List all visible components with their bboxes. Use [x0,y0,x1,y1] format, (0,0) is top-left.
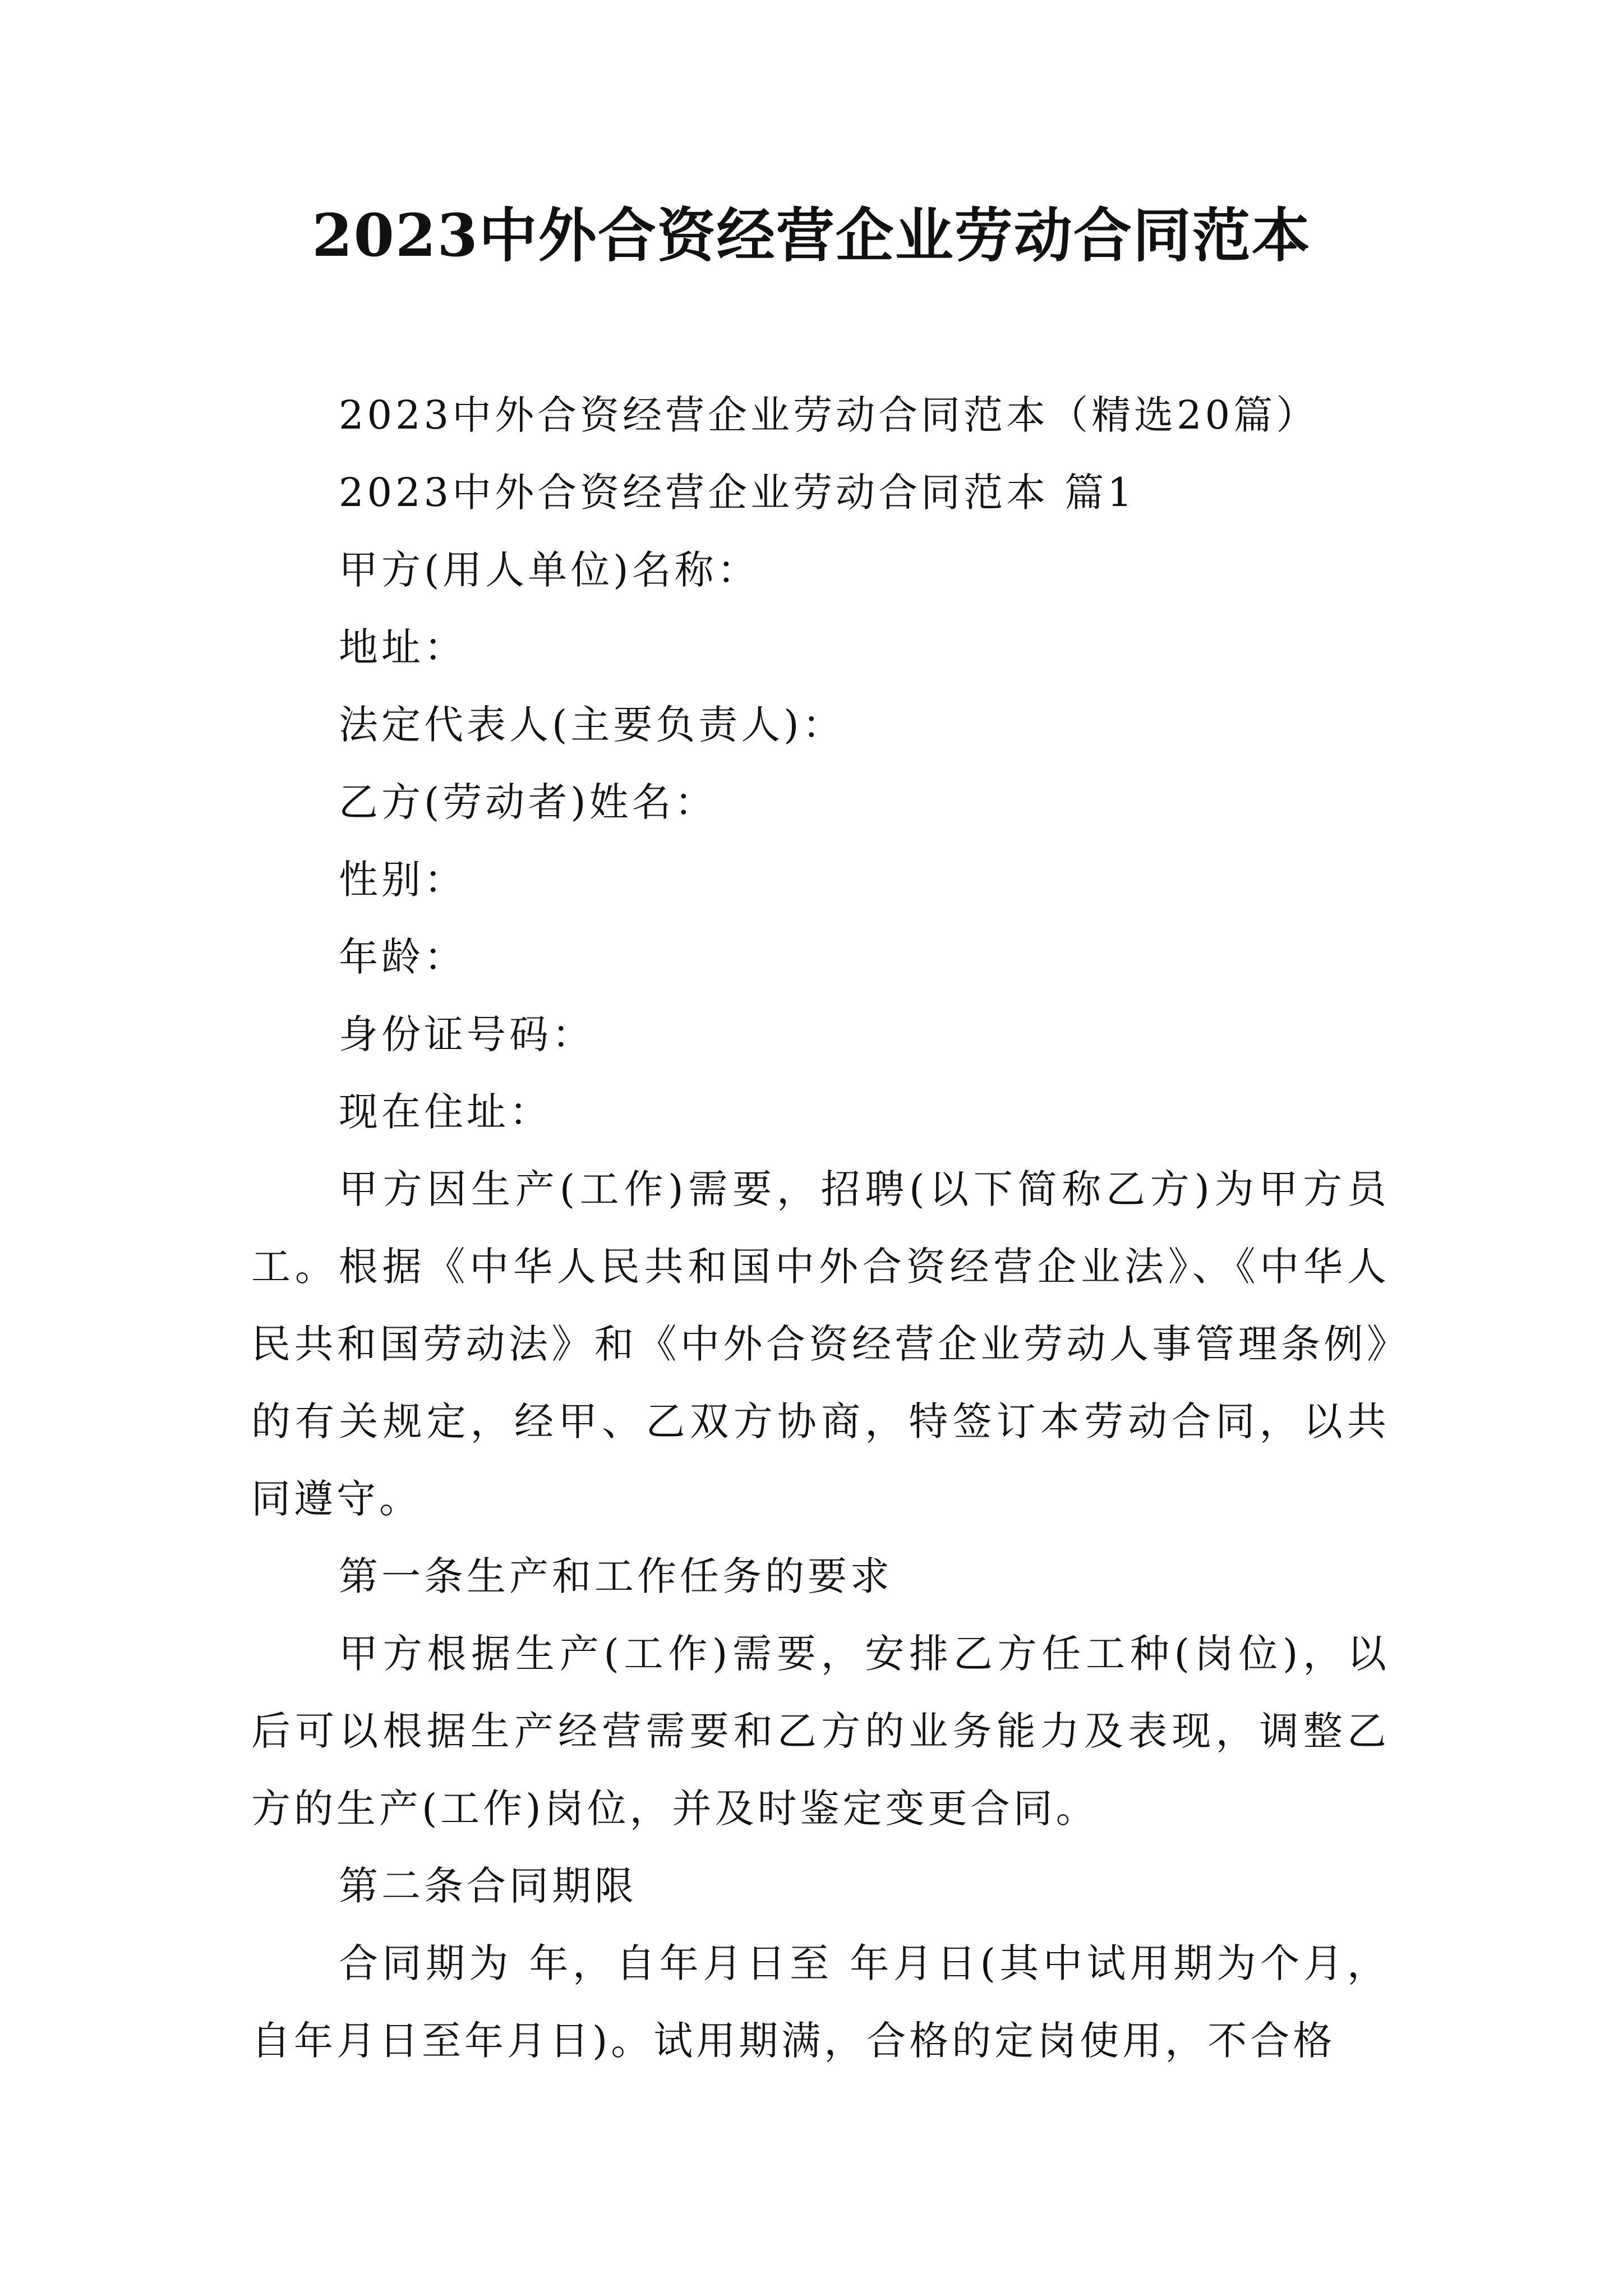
field-current-address: 现在住址： [339,1089,552,1135]
field-id-number: 身份证号码： [339,1011,594,1057]
field-gender: 性别： [339,857,467,903]
field-legal-representative: 法定代表人(主要负责人)： [339,702,845,748]
article-2-heading: 第二条合同期限 [339,1863,637,1909]
article-1-heading: 第一条生产和工作任务的要求 [339,1553,893,1599]
field-address: 地址： [339,624,467,670]
paragraph-article-2: 合同期为 年，自年月日至 年月日(其中试用期为个月，自年月日至年月日)。试用期满，合格的定岗使用，不合格 [251,1940,1390,2064]
section-heading: 2023中外合资经营企业劳动合同范本 篇1 [339,470,1136,516]
paragraph-preamble: 甲方因生产(工作)需要，招聘(以下简称乙方)为甲方员工。根据《中华人民共和国中外合资经营企业法》、《中华人民共和国劳动法》和《中外合资经营企业劳动人事管理条例》的有关规定，经甲、乙双方协商，特签订本劳动合同，以共同遵守。 [251,1166,1390,1522]
subtitle-line: 2023中外合资经营企业劳动合同范本（精选20篇） [339,392,1319,438]
field-employer-name: 甲方(用人单位)名称： [339,547,760,593]
document-title: 2023中外合资经营企业劳动合同范本 [312,201,1311,270]
field-age: 年龄： [339,934,467,980]
field-employee-name: 乙方(劳动者)姓名： [339,779,717,825]
paragraph-article-1: 甲方根据生产(工作)需要，安排乙方任工种(岗位)，以后可以根据生产经营需要和乙方的业务能力及表现，调整乙方的生产(工作)岗位，并及时鉴定变更合同。 [251,1631,1390,1832]
